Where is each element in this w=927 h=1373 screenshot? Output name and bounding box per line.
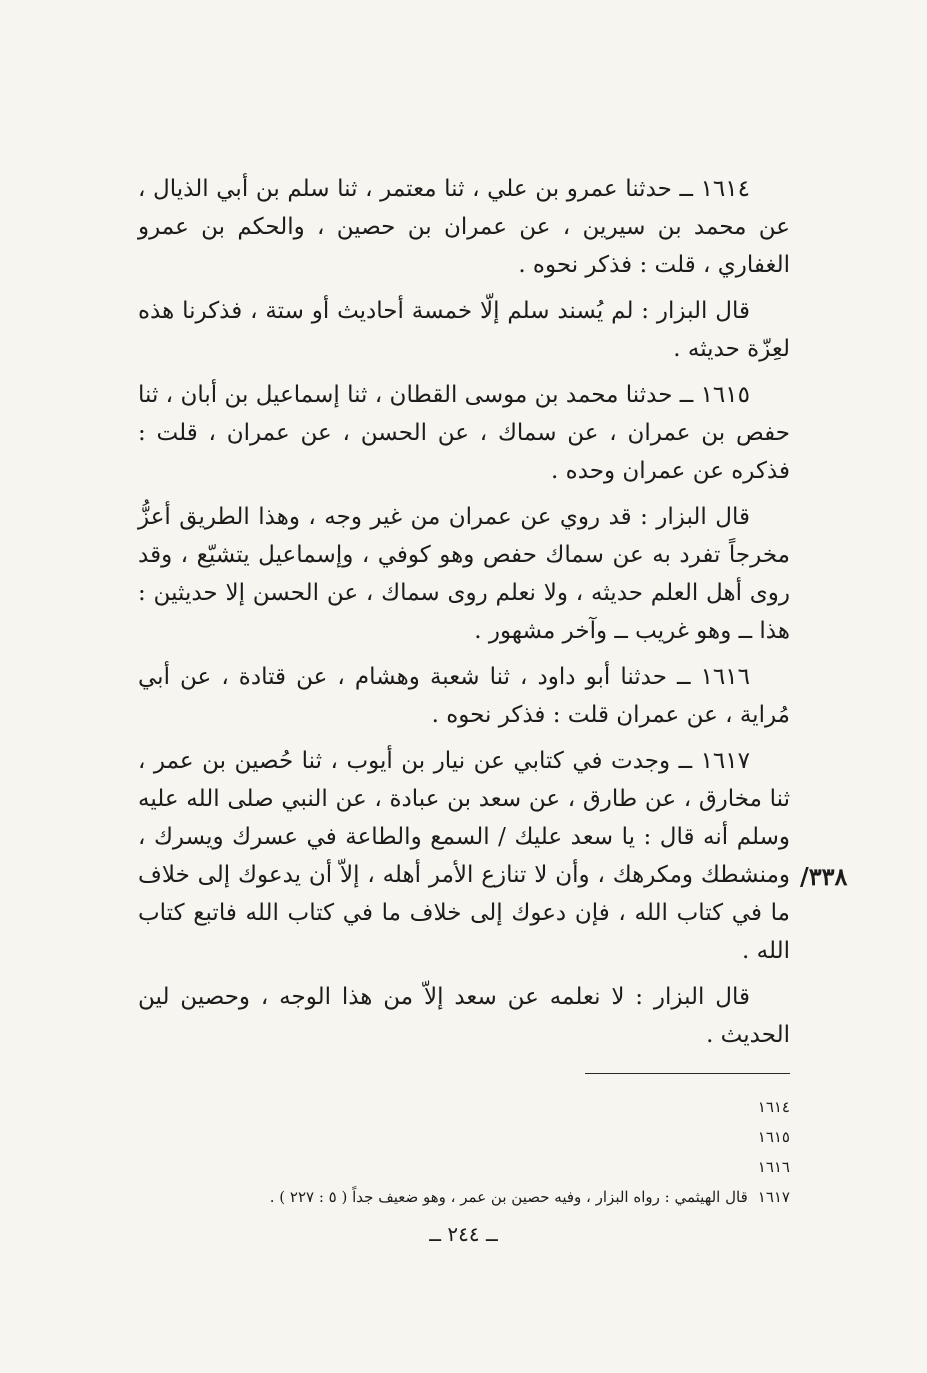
commentary-1614: قال البزار : لم يُسند سلم إلّا خمسة أحاديث أو ستة ، فذكرنا هذه لعِزّة حديثه . (138, 298, 790, 362)
footnote-number: ١٦١٥ (757, 1128, 790, 1146)
hadith-1615: ١٦١٥ ــ حدثنا محمد بن موسى القطان ، ثنا إسماعيل بن أبان ، ثنا حفص بن عمران ، عن سماك ، عن الحسن ، عن عمران ، قلت : فذكره عن عمران وحده . (138, 382, 790, 484)
footnote-number: ١٦١٤ (757, 1098, 790, 1116)
footnote-number: ١٦١٧ (757, 1188, 790, 1206)
hadith-1614: ١٦١٤ ــ حدثنا عمرو بن علي ، ثنا معتمر ، ثنا سلم بن أبي الذيال ، عن محمد بن سيرين ، عن عمران بن حصين ، والحكم بن عمرو الغفاري ، قلت : فذكر نحوه . (138, 176, 790, 278)
footnote-1614 (150, 1092, 790, 1122)
footnote-1616 (150, 1152, 790, 1182)
hadith-1617: ١٦١٧ ــ وجدت في كتابي عن نيار بن أيوب ، ثنا حُصين بن عمر ، ثنا مخارق ، عن طارق ، عن سعد بن عبادة ، عن النبي صلى الله عليه وسلم أنه قال : يا سعد عليك / السمع والطاعة في عسرك ويسرك ، ومنشطك ومكرهك ، وأن لا تنازع الأمر أهله ، إلاّ أن يدعوك إلى خلاف ما في كتاب الله ، فإن دعوك إلى خلاف ما في كتاب الله فاتبع كتاب الله . (138, 748, 790, 964)
page-number: ــ ٢٤٤ ــ (429, 1222, 498, 1246)
footnote-divider (585, 1073, 790, 1074)
footnote-1617 (150, 1182, 790, 1212)
footnote-number: ١٦١٦ (757, 1158, 790, 1176)
main-text (138, 170, 790, 1062)
footnote-text: قال الهيثمي : رواه البزار ، وفيه حصين بن عمر ، وهو ضعيف جداً ( ٥ : ٢٢٧ ) . (269, 1188, 748, 1206)
manuscript-folio-marker: ٣٣٨/ (800, 862, 848, 891)
footnotes (150, 1092, 790, 1212)
footnote-1615 (150, 1122, 790, 1152)
commentary-1617: قال البزار : لا نعلمه عن سعد إلاّ من هذا الوجه ، وحصين لين الحديث . (138, 984, 790, 1048)
commentary-1615: قال البزار : قد روي عن عمران من غير وجه ، وهذا الطريق أعزُّ مخرجاً تفرد به عن سماك حفص وهو كوفي ، وإسماعيل يتشيّع ، وقد روى أهل العلم حديثه ، ولا نعلم روى سماك ، عن الحسن إلا حديثين : هذا ــ وهو غريب ــ وآخر مشهور . (138, 504, 790, 644)
hadith-1616: ١٦١٦ ــ حدثنا أبو داود ، ثنا شعبة وهشام ، عن قتادة ، عن أبي مُراية ، عن عمران قلت : فذكر نحوه . (138, 664, 790, 728)
